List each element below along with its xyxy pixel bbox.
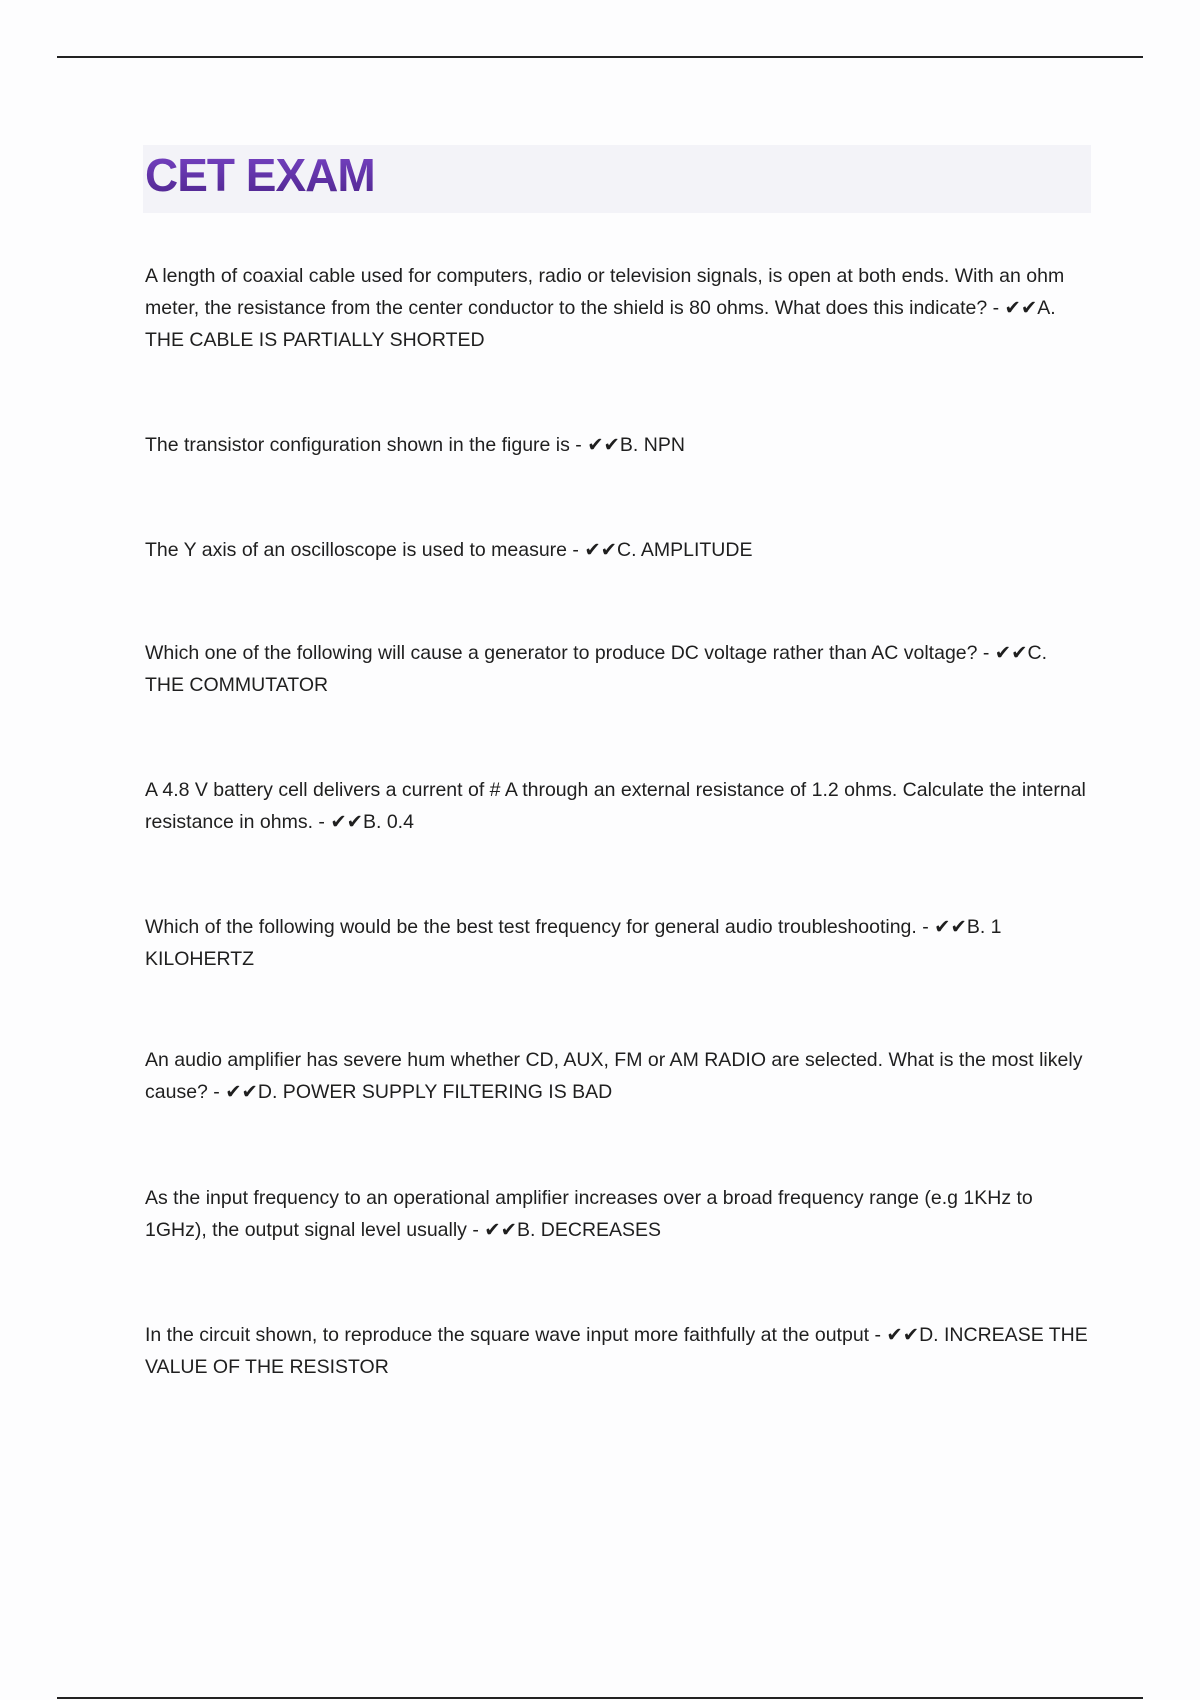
answer-text: D. POWER SUPPLY FILTERING IS BAD xyxy=(257,1081,613,1103)
answer-text: C. AMPLITUDE xyxy=(617,539,753,561)
answer-text: B. NPN xyxy=(619,434,685,456)
question-text: As the input frequency to an operational amplifier increases over a broad frequency range (e.g 1KHz to 1GHz), the output signal level usually - ✔✔ xyxy=(145,1187,1033,1241)
question-text: A length of coaxial cable used for computers, radio or television signals, is open at both ends. With an ohm meter, the resistance from the center conductor to the shield is 80 ohms. What does this indicate? - ✔✔ xyxy=(145,265,1065,319)
question-text: An audio amplifier has severe hum whether CD, AUX, FM or AM RADIO are selected. What is the most likely cause? - ✔✔ xyxy=(145,1049,1083,1103)
footer-rule xyxy=(57,1697,1143,1699)
answer-text: B. DECREASES xyxy=(516,1219,662,1241)
answer-text: D. INCREASE THE VALUE OF THE RESISTOR xyxy=(145,1324,1088,1378)
qa-item xyxy=(145,534,1090,566)
question-text: Which one of the following will cause a generator to produce DC voltage rather than AC voltage? - ✔✔ xyxy=(145,642,1028,664)
question-text: The transistor configuration shown in the figure is - ✔✔ xyxy=(145,434,620,456)
page-title: CET EXAM xyxy=(145,147,375,205)
title-banner xyxy=(143,145,1091,213)
answer-text: A. THE CABLE IS PARTIALLY SHORTED xyxy=(145,297,1056,351)
question-text: A 4.8 V battery cell delivers a current of # A through an external resistance of 1.2 ohms. Calculate the internal resistance in ohms. - ✔✔ xyxy=(145,779,1086,833)
qa-item xyxy=(145,911,1090,975)
qa-item xyxy=(145,637,1090,701)
answer-text: B. 0.4 xyxy=(363,811,414,833)
qa-item xyxy=(145,260,1090,356)
qa-item xyxy=(145,774,1090,838)
header-rule xyxy=(57,56,1143,58)
question-text: In the circuit shown, to reproduce the square wave input more faithfully at the output - ✔✔ xyxy=(145,1324,920,1346)
answer-text: C. THE COMMUTATOR xyxy=(145,642,1047,696)
answer-text: B. 1 KILOHERTZ xyxy=(145,916,1002,970)
qa-item xyxy=(145,1044,1090,1108)
question-text: Which of the following would be the best test frequency for general audio troubleshooting. - ✔✔ xyxy=(145,916,967,938)
question-text: The Y axis of an oscilloscope is used to measure - ✔✔ xyxy=(145,539,618,561)
qa-item xyxy=(145,1319,1090,1383)
qa-item xyxy=(145,429,1090,461)
qa-item xyxy=(145,1182,1090,1246)
